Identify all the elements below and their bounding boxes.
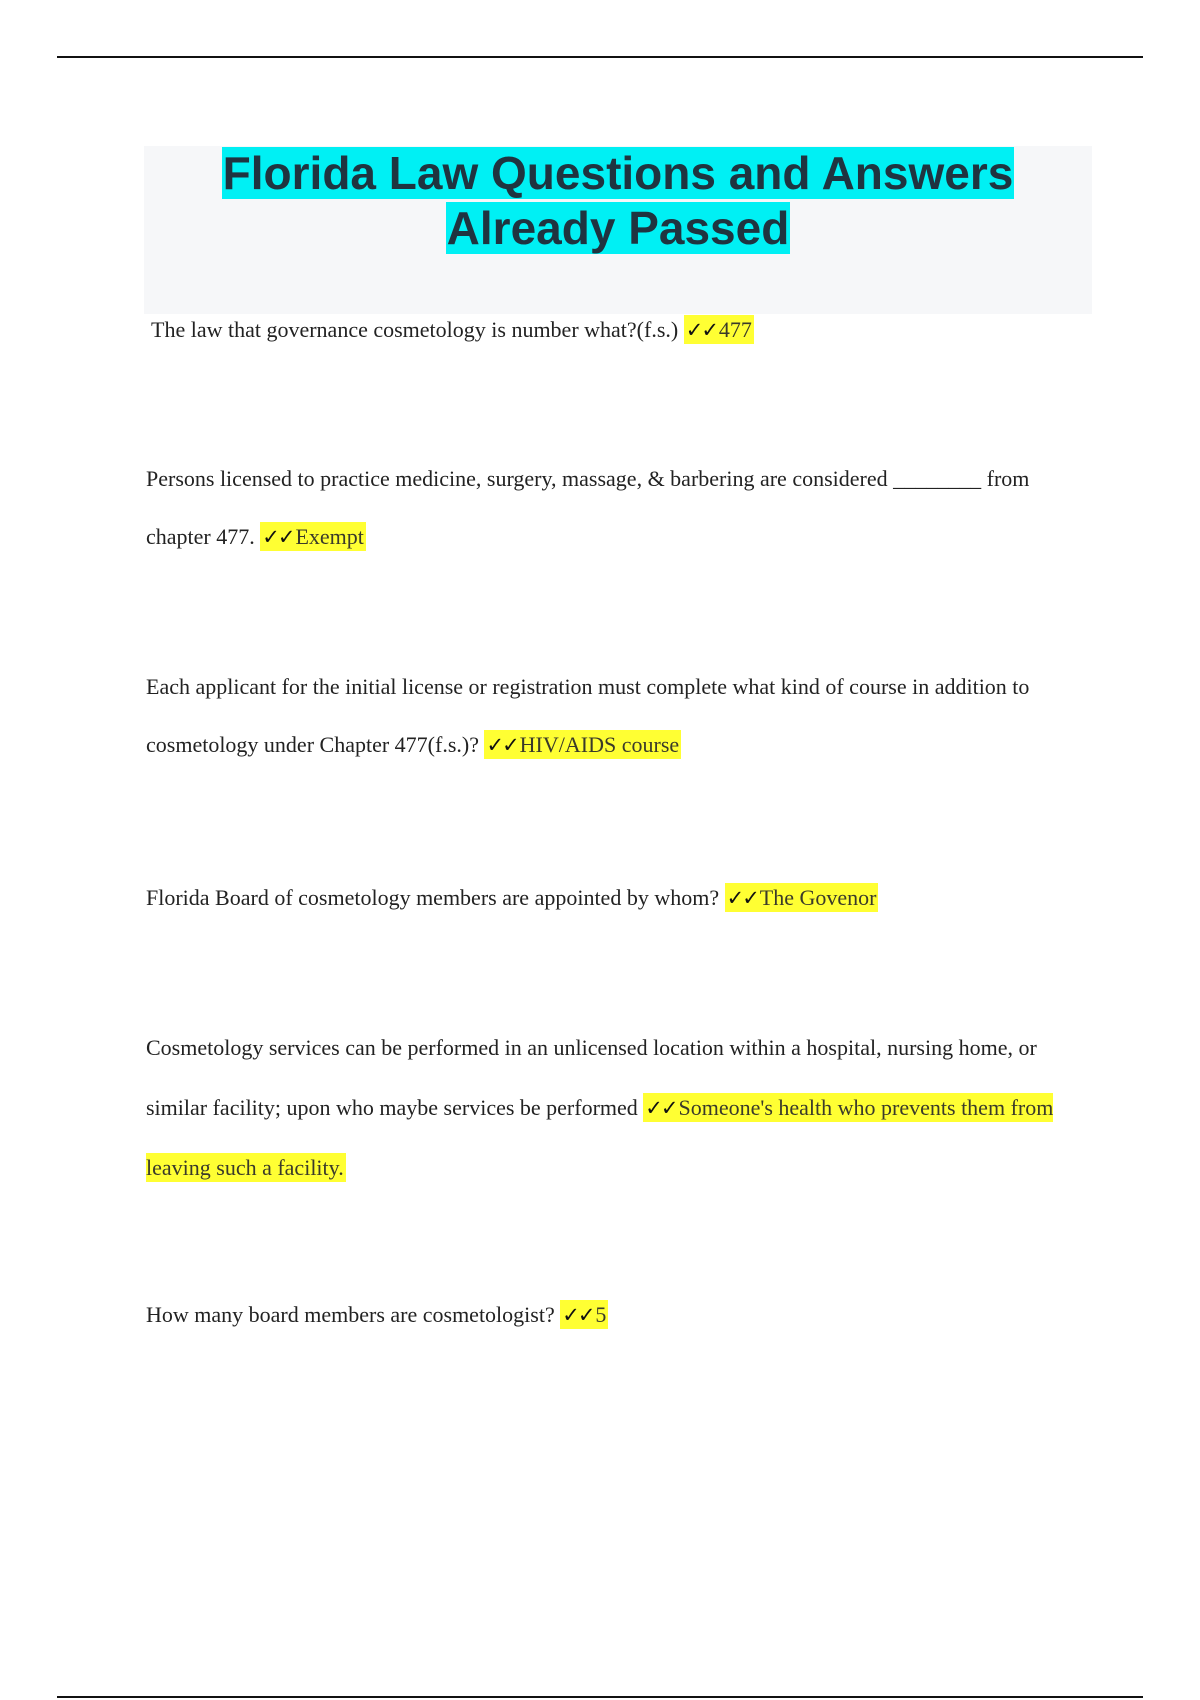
double-check-icon: ✓✓ (486, 733, 518, 757)
answer-highlight (560, 1300, 608, 1329)
question-text: How many board members are cosmetologist? (146, 1302, 555, 1327)
double-check-icon: ✓✓ (645, 1096, 677, 1120)
question-text: Cosmetology services can be performed in an unlicensed location within a hospital, nursing home, or similar facility; upon who maybe services be performed (146, 1035, 1037, 1120)
double-check-icon: ✓✓ (562, 1303, 594, 1327)
question-text: The law that governance cosmetology is number what?(f.s.) (151, 317, 679, 342)
bottom-rule (57, 1696, 1143, 1698)
question-text: Florida Board of cosmetology members are appointed by whom? (146, 885, 720, 910)
title-block (144, 146, 1092, 314)
question-text: Persons licensed to practice medicine, surgery, massage, & barbering are considered ________ from chapter 477. (146, 466, 1030, 549)
answer-text: 5 (595, 1302, 607, 1327)
answer-text: HIV/AIDS course (519, 732, 680, 757)
question-text: Each applicant for the initial license or registration must complete what kind of course in addition to cosmetology under Chapter 477(f.s.)? (146, 674, 1030, 757)
qa-item-1 (151, 301, 1091, 359)
double-check-icon: ✓✓ (726, 886, 758, 910)
double-check-icon: ✓✓ (262, 525, 294, 549)
answer-text: Someone's health who prevents them from leaving such a facility. (146, 1095, 1054, 1180)
qa-item-3 (146, 658, 1046, 774)
answer-highlight (484, 730, 681, 759)
qa-item-5 (146, 1018, 1066, 1198)
answer-highlight (684, 315, 754, 344)
top-rule (57, 56, 1143, 58)
qa-item-4 (146, 869, 1086, 927)
answer-text: 477 (718, 317, 752, 342)
document-title-line-2: Already Passed (446, 202, 790, 254)
qa-item-6 (146, 1286, 1086, 1344)
qa-item-2 (146, 450, 1076, 566)
document-title-line-1: Florida Law Questions and Answers (222, 147, 1014, 199)
answer-text: Exempt (295, 524, 364, 549)
answer-highlight (260, 522, 366, 551)
answer-text: The Govenor (759, 885, 877, 910)
answer-highlight (725, 883, 879, 912)
double-check-icon: ✓✓ (685, 318, 717, 342)
